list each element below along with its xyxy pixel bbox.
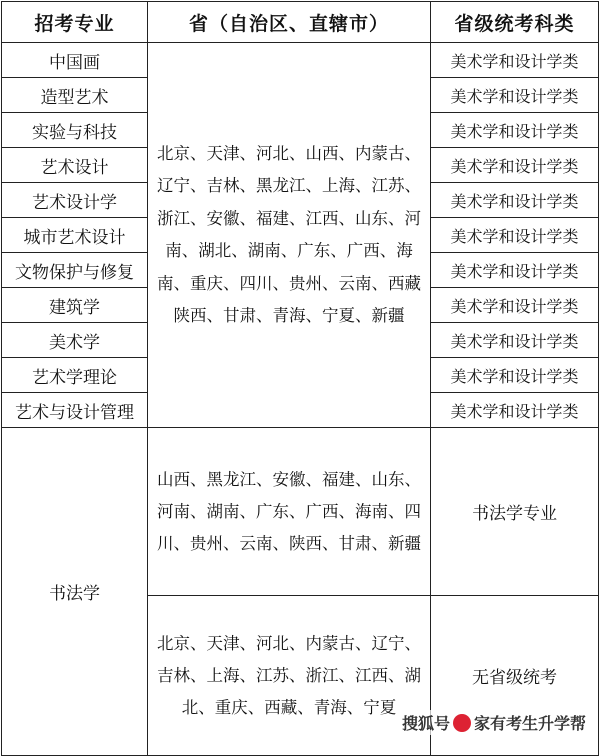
- sohu-logo-icon: [453, 714, 471, 732]
- category-cell: 美术学和设计学类: [431, 358, 599, 393]
- art-provinces-cell: 北京、天津、河北、山西、内蒙古、辽宁、吉林、黑龙江、上海、江苏、浙江、安徽、福建、江西、山东、河南、湖北、湖南、广东、广西、海南、重庆、四川、贵州、云南、西藏 陕西、甘肃、青海、宁夏、新疆: [148, 43, 431, 428]
- major-cell: 艺术设计: [2, 148, 148, 183]
- category-cell: 美术学和设计学类: [431, 113, 599, 148]
- category-cell: 美术学和设计学类: [431, 183, 599, 218]
- watermark: [398, 710, 590, 735]
- table-row: [2, 428, 599, 596]
- calligraphy-group2-provinces: 北京、天津、河北、内蒙古、辽宁、吉林、上海、江苏、浙江、江西、湖北、重庆、西藏、青海、宁夏: [148, 596, 431, 756]
- calligraphy-group1-category: 书法学专业: [431, 428, 599, 596]
- header-major: 招考专业: [2, 2, 148, 43]
- major-cell: 艺术与设计管理: [2, 393, 148, 428]
- header-category: 省级统考科类: [431, 2, 599, 43]
- category-cell: 美术学和设计学类: [431, 323, 599, 358]
- category-cell: 美术学和设计学类: [431, 393, 599, 428]
- admission-table: [1, 1, 599, 756]
- category-cell: 美术学和设计学类: [431, 43, 599, 78]
- category-cell: 美术学和设计学类: [431, 148, 599, 183]
- calligraphy-major-cell: 书法学: [2, 428, 148, 756]
- major-cell: 美术学: [2, 323, 148, 358]
- table-row: [2, 43, 599, 78]
- major-cell: 建筑学: [2, 288, 148, 323]
- category-cell: 美术学和设计学类: [431, 288, 599, 323]
- watermark-source: 搜狐号: [401, 714, 450, 733]
- major-cell: 文物保护与修复: [2, 253, 148, 288]
- category-cell: 美术学和设计学类: [431, 78, 599, 113]
- category-cell: 美术学和设计学类: [431, 253, 599, 288]
- major-cell: 中国画: [2, 43, 148, 78]
- calligraphy-group2-category: 无省级统考: [431, 596, 599, 756]
- major-cell: 造型艺术: [2, 78, 148, 113]
- watermark-account: 家有考生升学帮: [473, 714, 586, 733]
- major-cell: 艺术设计学: [2, 183, 148, 218]
- header-row: [2, 2, 599, 43]
- major-cell: 艺术学理论: [2, 358, 148, 393]
- category-cell: 美术学和设计学类: [431, 218, 599, 253]
- major-cell: 实验与科技: [2, 113, 148, 148]
- major-cell: 城市艺术设计: [2, 218, 148, 253]
- calligraphy-group1-provinces: 山西、黑龙江、安徽、福建、山东、河南、湖南、广东、广西、海南、四川、贵州、云南、陕西、甘肃、新疆: [148, 428, 431, 596]
- header-provinces: 省（自治区、直辖市）: [148, 2, 431, 43]
